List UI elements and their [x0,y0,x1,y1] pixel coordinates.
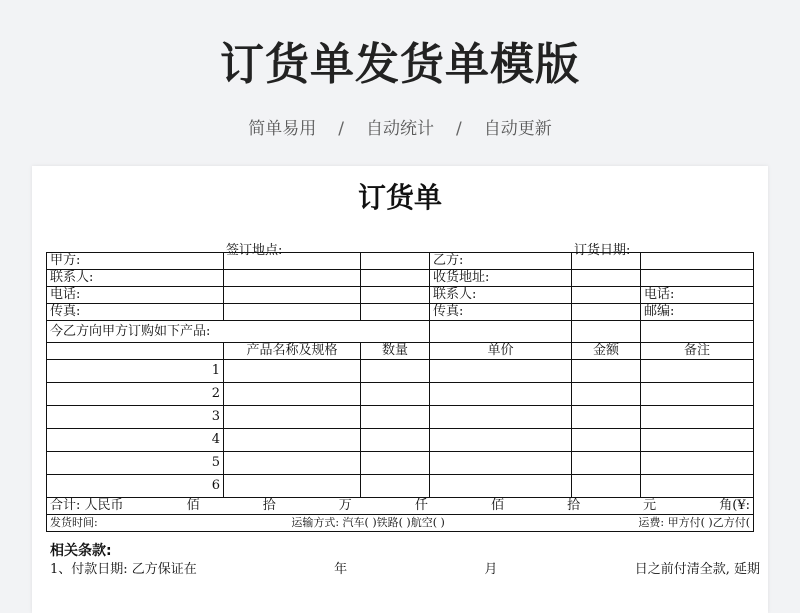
cell-value [641,321,754,343]
order-date-label: 订货日期: [574,243,631,258]
table-row [47,475,754,498]
delivery-time-label: 发货时间: [50,516,98,529]
cell-label: 电话: [641,287,754,304]
term-1-day: 日之前付清全款, 延期 [634,562,760,577]
quantity-cell[interactable] [361,452,430,475]
cell-value [572,321,641,343]
header-remark: 备注 [641,343,754,360]
header-product: 产品名称及规格 [224,343,361,360]
cell-value[interactable] [361,270,430,287]
table-row [47,406,754,429]
total-label: 合计: 人民币 [50,498,124,513]
term-1-month: 月 [484,562,498,577]
header-quantity: 数量 [361,343,430,360]
cell-value[interactable] [224,270,361,287]
tag-auto-update: 自动更新 [483,119,552,139]
delivery-cell[interactable] [47,515,754,532]
tag-separator: / [338,119,344,139]
cell-value[interactable] [572,287,641,304]
product-cell[interactable] [224,475,361,498]
cell-value[interactable] [572,304,641,321]
table-row [47,429,754,452]
term-1-text: 1、付款日期: 乙方保证在 [50,562,197,577]
unit-qian: 仟 [414,498,428,513]
cell-label: 传真: [47,304,224,321]
header-unit-price: 单价 [430,343,572,360]
tag-easy: 简单易用 [248,119,317,139]
cell-value[interactable] [361,287,430,304]
remark-cell[interactable] [641,406,754,429]
cell-label: 收货地址: [430,270,572,287]
price-cell[interactable] [430,406,572,429]
hero-title: 订货单发货单模版 [220,39,580,90]
document-title: 订货单 [357,181,442,214]
total-amount-cell[interactable] [47,498,754,515]
remark-cell[interactable] [641,475,754,498]
cell-label: 联系人: [47,270,224,287]
party-row [47,304,754,321]
cell-value[interactable] [572,253,641,270]
header-cell [47,343,224,360]
product-cell[interactable] [224,406,361,429]
cell-label: 传真: [430,304,572,321]
product-cell[interactable] [224,360,361,383]
price-cell[interactable] [430,475,572,498]
item-number: 6 [47,475,224,498]
cell-label: 邮编: [641,304,754,321]
cell-label: 联系人: [430,287,572,304]
unit-bai: 佰 [186,498,200,513]
order-table [46,252,754,532]
remark-cell[interactable] [641,429,754,452]
terms-title: 相关条款: [50,543,112,559]
item-number: 4 [47,429,224,452]
sign-place-label: 签订地点: [226,243,283,258]
freight-label: 运费: 甲方付( )乙方付( [638,516,750,529]
party-row [47,287,754,304]
table-row [47,452,754,475]
transport-method-label: 运输方式: 汽车( )铁路( )航空( ) [291,516,445,529]
product-cell[interactable] [224,452,361,475]
amount-cell[interactable] [572,452,641,475]
price-cell[interactable] [430,360,572,383]
tag-separator: / [456,119,462,139]
cell-value[interactable] [224,304,361,321]
term-item-1 [50,558,760,577]
header-row [47,343,754,360]
quantity-cell[interactable] [361,475,430,498]
unit-jiao: 角(¥: [719,498,750,513]
amount-cell[interactable] [572,429,641,452]
price-cell[interactable] [430,383,572,406]
tag-auto-stats: 自动统计 [366,119,434,139]
hero-tagline [0,114,800,139]
party-row [47,270,754,287]
term-1-year: 年 [334,562,348,577]
unit-shi: 拾 [262,498,276,513]
unit-shi: 拾 [567,498,581,513]
remark-cell[interactable] [641,452,754,475]
amount-cell[interactable] [572,406,641,429]
item-number: 5 [47,452,224,475]
total-amount-row [47,498,754,515]
cell-value[interactable] [361,304,430,321]
unit-wan: 万 [338,498,352,513]
unit-yuan: 元 [643,498,657,513]
quantity-cell[interactable] [361,360,430,383]
intro-row [47,321,754,343]
cell-value [430,321,572,343]
cell-value[interactable] [224,287,361,304]
order-intro: 今乙方向甲方订购如下产品: [47,321,430,343]
amount-cell[interactable] [572,383,641,406]
quantity-cell[interactable] [361,429,430,452]
cell-value[interactable] [361,253,430,270]
cell-label: 电话: [47,287,224,304]
quantity-cell[interactable] [361,406,430,429]
delivery-row [47,515,754,532]
cell-label: 甲方: [47,253,224,270]
header-amount: 金额 [572,343,641,360]
cell-value[interactable] [572,270,641,287]
unit-bai: 佰 [490,498,504,513]
total-amount-line [50,498,750,514]
amount-cell[interactable] [572,475,641,498]
remark-cell[interactable] [641,383,754,406]
item-number: 2 [47,383,224,406]
product-cell[interactable] [224,429,361,452]
cell-value[interactable] [641,270,754,287]
amount-cell[interactable] [572,360,641,383]
item-number: 3 [47,406,224,429]
delivery-line [50,515,750,531]
item-number: 1 [47,360,224,383]
cell-label: 乙方: [430,253,572,270]
table-row [47,383,754,406]
price-cell[interactable] [430,452,572,475]
order-form-sheet [32,166,768,613]
cell-value[interactable] [224,253,361,270]
table-row [47,360,754,383]
cell-value[interactable] [641,253,754,270]
party-row [47,253,754,270]
price-cell[interactable] [430,429,572,452]
remark-cell[interactable] [641,360,754,383]
product-cell[interactable] [224,383,361,406]
quantity-cell[interactable] [361,383,430,406]
